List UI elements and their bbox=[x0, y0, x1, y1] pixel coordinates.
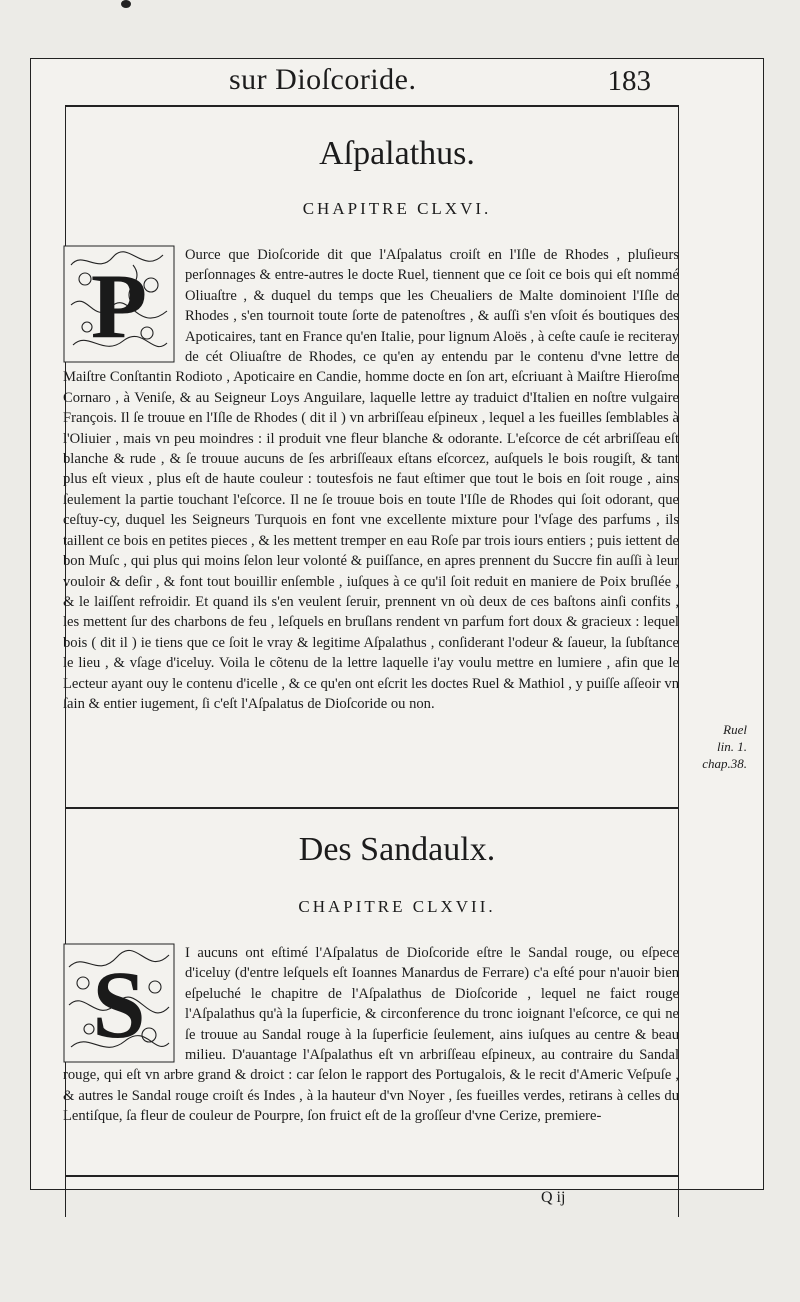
section-body-sandaulx bbox=[63, 943, 679, 1127]
chapter-heading-clxvii: CHAPITRE CLXVII. bbox=[298, 897, 496, 916]
section-title-aspalathus: Aſpalathus. bbox=[319, 135, 475, 172]
bottom-rule bbox=[65, 1175, 679, 1177]
margin-note-line: Ruel bbox=[723, 722, 747, 737]
ornamental-initial-p-icon bbox=[63, 245, 175, 363]
section-text: I aucuns ont eſtimé l'Aſpalatus de Dioſcoride eſtre le Sandal rouge, ou eſpece d'iceluy (d'entre leſquels eſt Ioannes Manardus de Ferrare) c'a eſté pour n'auoir bien eſpeluché le chapitre de l'Aſpalathus de Dioſcoride , lequel ne faict rouge l'Aſpalathus qu'à la ſuperficie, & circonference du tronc ioignant l'eſcorce, ce qui ne ſe trouue au Sandal rouge à la ſuperficie ſeulement, ains iuſques au centre & beau milieu. D'auantage l'Aſpalathus eſt vn arbriſſeau eſpineux, au contraire du Sandal rouge, qui eſt vn arbre grand & droict : car ſelon le rapport des Portugalois, & le recit d'Americ Veſpuſe , & autres le Sandal rouge croiſt és Indes , à la hauteur d'vn Noyer , ſes fueilles verdes, retirans à celles du Lentiſque, ſa fleur de couleur de Pourpre, ſon fruict eſt de la groſſeur d'vne Cerize, premiere- bbox=[63, 945, 679, 1125]
ornamental-initial-s-icon bbox=[63, 943, 175, 1063]
page-number: 183 bbox=[607, 65, 651, 97]
running-title: sur Dioſcoride. bbox=[229, 63, 417, 96]
ornamental-initial-p bbox=[63, 245, 175, 363]
margin-note-line: lin. 1. bbox=[717, 739, 747, 754]
section-text: Ource que Dioſcoride dit que l'Aſpalatus croiſt en l'Iſle de Rhodes , pluſieurs perſonnages & entre-autres le docte Ruel, tiennent que ce ſoit ce bois qui eſt nommé Oliuaſtre , & duquel du temps que les Cheualiers de Malte dominoient l'Iſle de Rhodes , s'en tournoit toute ſorte de patenoſtres , & auſſi s'en vſoit és boutiques des Apoticaires, tant en France qu'en Italie, pour lignum Aloës , à ceſte cauſe ie reciteray de cét Oliuaſtre de Rhodes, ce qu'en ay entendu par le contenu d'vne lettre de Maiſtre Conſtantin Rodioto , Apoticaire en Candie, homme docte en ſon art, eſcriuant à Maiſtre Hieroſme Cornaro , à Veniſe, & au Seigneur Loys Anguilare, laquelle lettre ay traduict d'Italien en noſtre vulgaire François. Il ſe trouue en l'Iſle de Rhodes ( dit il ) vn arbriſſeau eſpineux , lequel a les fueilles ſemblables à l'Oliuier , mais vn peu moindres : il produit vne fleur blanche & odorante. L'eſcorce de cét arbriſſeau eſt blanche & rude , & ſe trouue aucuns de ſes arbriſſeaux eſtans eſcorcez, auſquels le bois rougiſt, & tant plus eſt vieux , plus eſt de haute couleur : toutesfois ne faut eſtimer que tout le bois en ſoit rouge , ains ſeulement la partie touchant l'eſcorce. Il ne ſe trouue bois en toute l'Iſle de Rhodes qui ſoit odorant, que ceſtuy-cy, duquel les Seigneurs Turquois en font vne excellente mixture pour l'vſage des parfums , ils taillent ce bois en petites pieces , & les mettent tremper en eau Roſe par trois iours entiers ; puis iettent de bon Muſc , qui plus qui moins ſelon leur volonté & puiſſance, en apres prennent du Succre fin auſſi à leur vouloir & deſir , & font tout bouillir enſemble , iuſques à ce qu'il ſoit reduit en maniere de Poix bruſlée , & le laiſſent refroidir. Et quand ils s'en veulent ſeruir, prennent vn où deux de ces baſtons ainſi confits , les mettent ſur des charbons de feu , leſquels en bruſlans rendent vn parfum fort doux & gracieux : lequel bois ( dit il ) ie tiens que ce ſoit le vray & legitime Aſpalathus , conſiderant l'odeur & ſaueur, la ſubſtance le lieu , & vſage d'iceluy. Voila le cõtenu de la lettre laquelle i'ay voulu mettre en lumiere , afin que le Lecteur ayant ouy le contenu d'icelle , & ce qu'en ont eſcrit les doctes Ruel & Mathiol , y puiſſe aſſeoir vn ſain & entier iugement, ſi c'eſt l'Aſpalatus de Dioſcoride ou non. bbox=[63, 247, 679, 712]
section-body-aspalathus bbox=[63, 245, 679, 714]
signature-mark: Q ij bbox=[541, 1189, 566, 1206]
chapter-heading-clxvi: CHAPITRE CLXVI. bbox=[302, 199, 492, 218]
ornamental-initial-s bbox=[63, 943, 175, 1063]
section-divider bbox=[65, 807, 679, 809]
section-title-sandaulx: Des Sandaulx. bbox=[298, 831, 496, 868]
svg-text:P: P bbox=[90, 255, 148, 357]
margin-note bbox=[691, 721, 747, 772]
svg-text:S: S bbox=[92, 951, 146, 1058]
ink-spot bbox=[121, 0, 131, 8]
book-page bbox=[30, 58, 764, 1206]
margin-note-line: chap.38. bbox=[702, 756, 747, 771]
running-head bbox=[31, 59, 763, 103]
